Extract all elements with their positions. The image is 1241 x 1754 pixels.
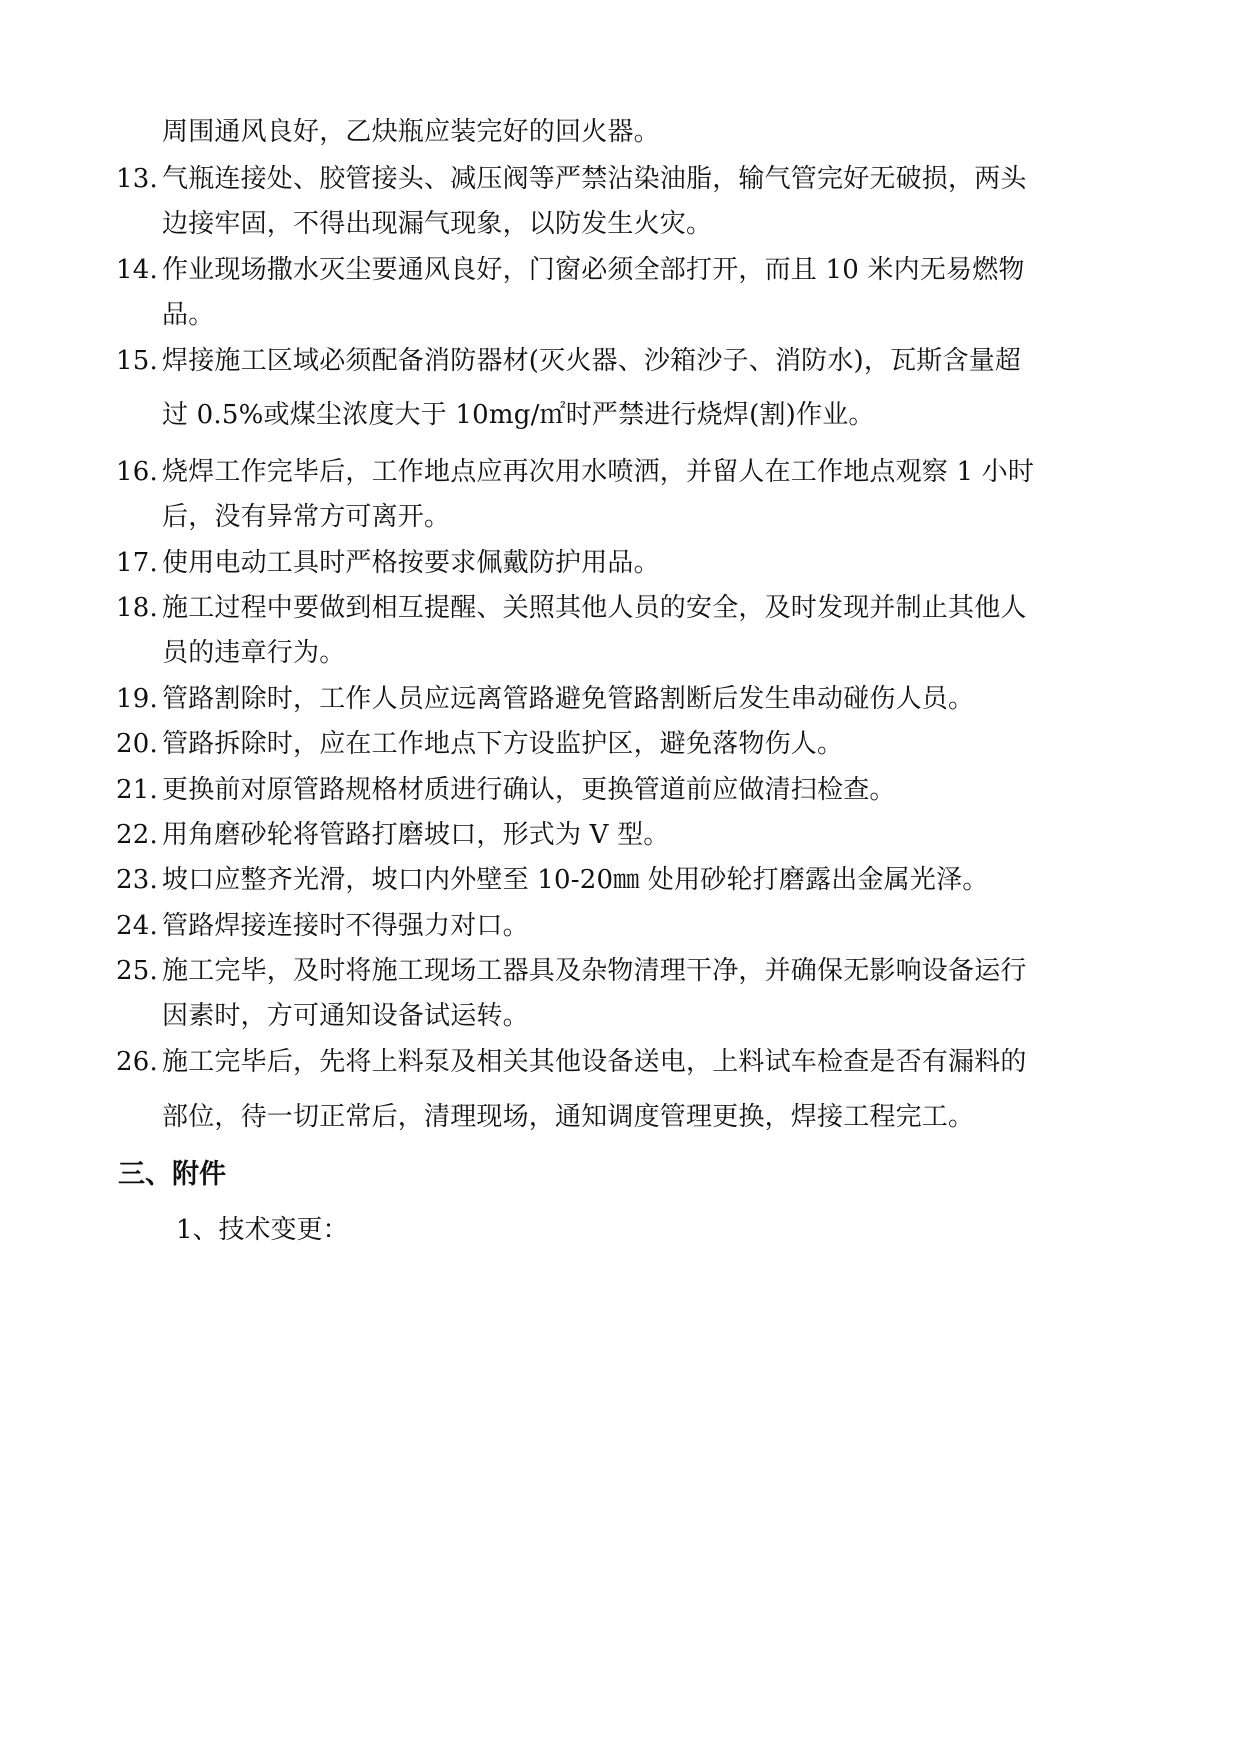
attachment-item: 1、技术变更：: [176, 1215, 349, 1245]
list-item-number: 19.: [116, 684, 158, 714]
list-item-text: 因素时，方可通知设备试运转。: [162, 1001, 529, 1031]
list-item-text: 烧焊工作完毕后，工作地点应再次用水喷洒，并留人在工作地点观察 1 小时: [162, 457, 1035, 487]
list-item-text: 品。: [162, 300, 215, 330]
list-item-text: 坡口应整齐光滑，坡口内外壁至 10-20㎜ 处用砂轮打磨露出金属光泽。: [162, 865, 989, 895]
list-item-text: 管路拆除时，应在工作地点下方设监护区，避免落物伤人。: [162, 729, 844, 759]
section-heading: 三、附件: [118, 1159, 226, 1190]
list-item-number: 21.: [116, 775, 158, 805]
list-item-number: 14.: [116, 255, 158, 285]
list-item-number: 22.: [116, 820, 158, 850]
list-item-number: 25.: [116, 956, 158, 986]
list-item-number: 13.: [116, 164, 158, 194]
list-item-number: 26.: [116, 1047, 158, 1077]
list-item-number: 18.: [116, 593, 158, 623]
list-item-text: 使用电动工具时严格按要求佩戴防护用品。: [162, 548, 660, 578]
list-item-number: 23.: [116, 865, 158, 895]
list-item-text: 部位，待一切正常后，清理现场，通知调度管理更换，焊接工程完工。: [162, 1102, 975, 1132]
list-item-text: 管路焊接连接时不得强力对口。: [162, 911, 529, 941]
list-item-text: 施工完毕后，先将上料泵及相关其他设备送电，上料试车检查是否有漏料的: [162, 1047, 1027, 1077]
list-item-text: 用角磨砂轮将管路打磨坡口，形式为 V 型。: [162, 820, 670, 850]
list-item-text: 焊接施工区域必须配备消防器材(灭火器、沙箱沙子、消防水)，瓦斯含量超: [162, 346, 1022, 376]
list-item-text: 施工完毕，及时将施工现场工器具及杂物清理干净，并确保无影响设备运行: [162, 956, 1027, 986]
list-item-text: 边接牢固，不得出现漏气现象，以防发生火灾。: [162, 209, 713, 239]
list-item-number: 17.: [116, 548, 158, 578]
list-item-text: 更换前对原管路规格材质进行确认，更换管道前应做清扫检查。: [162, 775, 896, 805]
list-item-number: 16.: [116, 457, 158, 487]
list-item-number: 24.: [116, 911, 158, 941]
list-item-text: 施工过程中要做到相互提醒、关照其他人员的安全，及时发现并制止其他人: [162, 593, 1027, 623]
list-item-text: 管路割除时，工作人员应远离管路避免管路割断后发生串动碰伤人员。: [162, 684, 975, 714]
list-item-text: 周围通风良好，乙炔瓶应装完好的回火器。: [162, 117, 660, 147]
list-item-text: 过 0.5%或煤尘浓度大于 10mg/㎡时严禁进行烧焊(割)作业。: [162, 400, 875, 430]
list-item-number: 15.: [116, 346, 158, 376]
list-item-text: 作业现场撒水灭尘要通风良好，门窗必须全部打开，而且 10 米内无易燃物: [162, 255, 1025, 285]
list-item-text: 员的违章行为。: [162, 638, 346, 668]
list-item-text: 气瓶连接处、胶管接头、减压阀等严禁沾染油脂，输气管完好无破损，两头: [162, 164, 1027, 194]
list-item-number: 20.: [116, 729, 158, 759]
list-item-text: 后，没有异常方可离开。: [162, 502, 451, 532]
